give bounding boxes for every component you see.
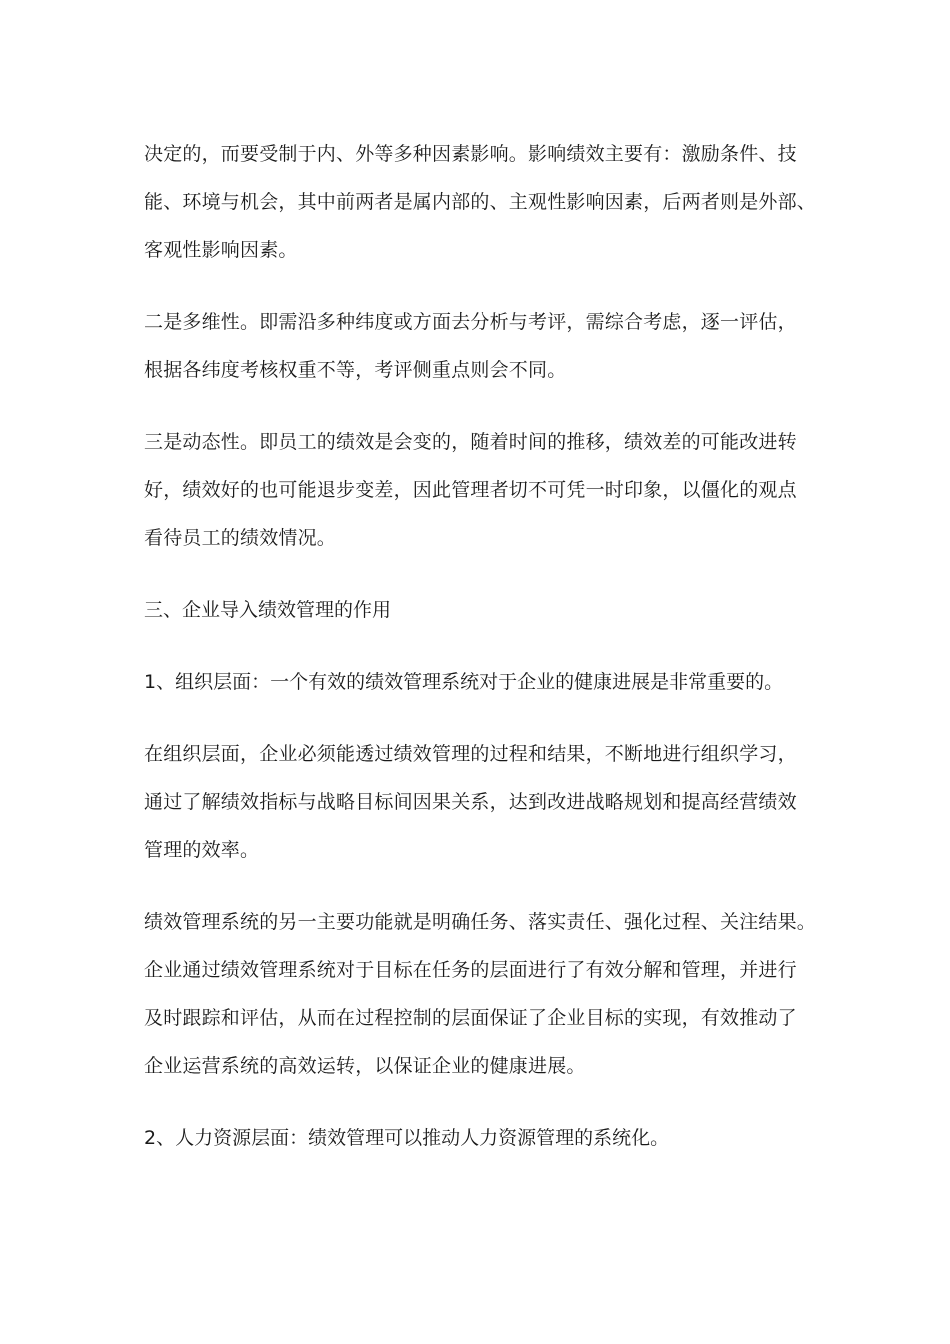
text-line: 三是动态性。即员工的绩效是会变的，随着时间的推移，绩效差的可能改进转: [144, 431, 797, 453]
text-line: 管理的效率。: [144, 839, 260, 861]
text-line: 二是多维性。即需沿多种纬度或方面去分析与考评，需综合考虑，逐一评估，: [144, 311, 797, 333]
text-line: 好，绩效好的也可能退步变差，因此管理者切不可凭一时印象，以僵化的观点: [144, 479, 797, 501]
text-line: 客观性影响因素。: [144, 239, 298, 261]
text-line: 在组织层面，企业必须能透过绩效管理的过程和结果，不断地进行组织学习，: [144, 743, 797, 765]
text-line: 通过了解绩效指标与战略目标间因果关系，达到改进战略规划和提高经营绩效: [144, 791, 797, 813]
text-line: 绩效管理系统的另一主要功能就是明确任务、落实责任、强化过程、关注结果。: [144, 911, 817, 933]
document-body: [144, 130, 817, 1186]
paragraph-dynamic: [144, 418, 810, 562]
paragraph-influencing-factors: [144, 130, 817, 274]
text-line: 能、环境与机会，其中前两者是属内部的、主观性影响因素，后两者则是外部、: [144, 191, 817, 213]
subheading-hr-level: 2、人力资源层面：绩效管理可以推动人力资源管理的系统化。: [144, 1127, 670, 1149]
subheading-organization-level: 1、组织层面：一个有效的绩效管理系统对于企业的健康进展是非常重要的。: [144, 671, 784, 693]
text-line: 根据各纬度考核权重不等，考评侧重点则会不同。: [144, 359, 567, 381]
text-line: 企业运营系统的高效运转，以保证企业的健康进展。: [144, 1055, 586, 1077]
text-line: 看待员工的绩效情况。: [144, 527, 337, 549]
paragraph-multidimensional: [144, 298, 810, 394]
section-heading: 三、企业导入绩效管理的作用: [144, 599, 392, 621]
text-line: 决定的，而要受制于内、外等多种因素影响。影响绩效主要有：激励条件、技: [144, 143, 797, 165]
paragraph-system-function: [144, 898, 817, 1090]
paragraph-organization-learning: [144, 730, 810, 874]
text-line: 企业通过绩效管理系统对于目标在任务的层面进行了有效分解和管理，并进行: [144, 959, 797, 981]
text-line: 及时跟踪和评估，从而在过程控制的层面保证了企业目标的实现，有效推动了: [144, 1007, 797, 1029]
